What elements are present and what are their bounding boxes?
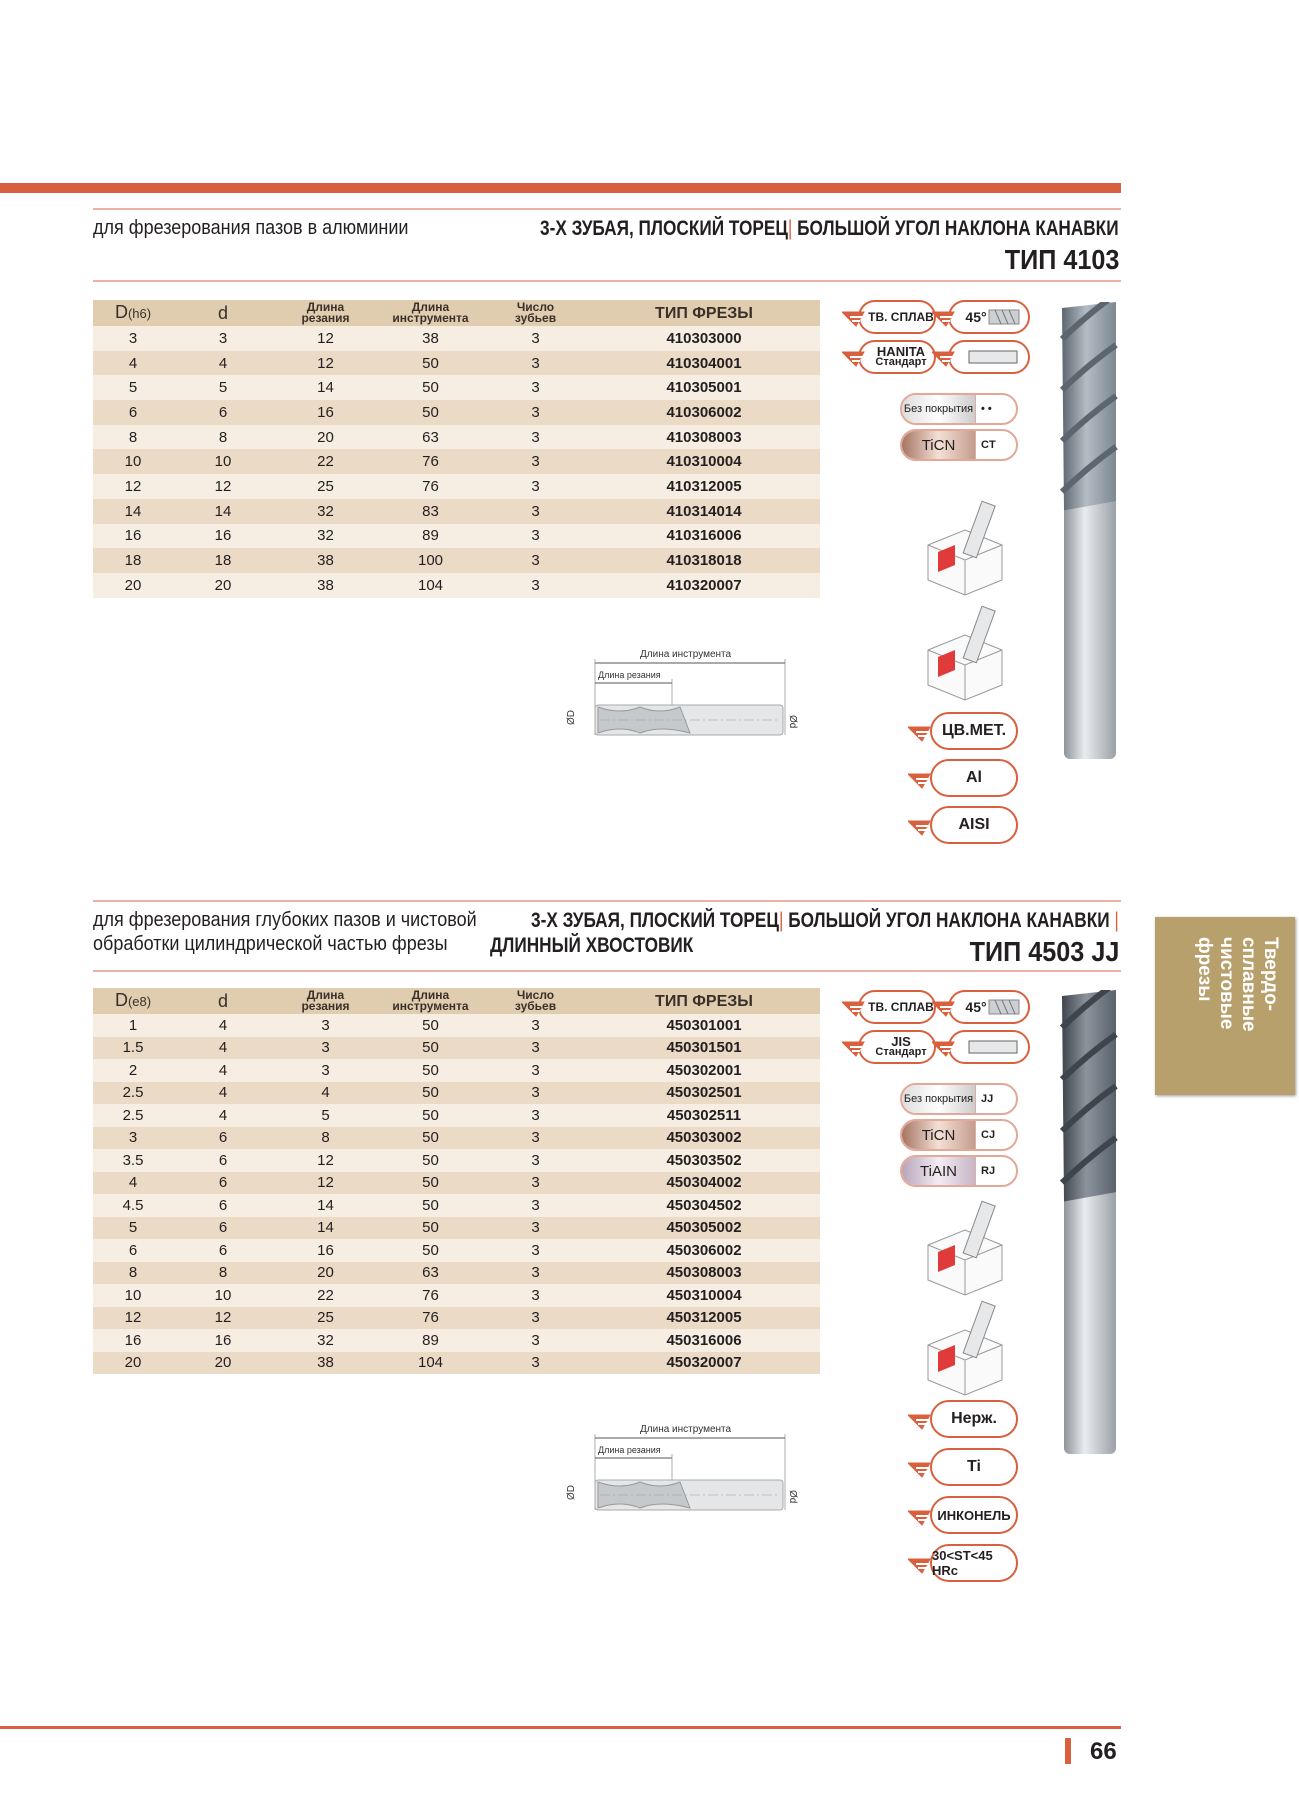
col-D: 5 [93,1217,173,1240]
col-code: 410312005 [588,474,820,499]
col-code: 410314014 [588,499,820,524]
col-flutes: 3 [483,1127,588,1150]
col-tool-length: 89 [378,1329,483,1352]
side-category-tab: Твердо- сплавные чистовые фрезы [1155,917,1295,1095]
table-row [93,1284,820,1307]
col-flutes: 3 [483,1014,588,1037]
col-flutes: 3 [483,1082,588,1105]
col-D: 10 [93,449,173,474]
col-tool-length: 104 [378,573,483,598]
col-cut-length: 25 [273,1307,378,1330]
end-mill-photo [1058,302,1120,765]
tool-dimension-diagram [560,645,830,745]
footer-line [0,1726,1121,1729]
col-tool-length: 50 [378,1082,483,1105]
col-cut-length: 16 [273,1239,378,1262]
col-D: 16 [93,524,173,549]
col-code: 450301001 [588,1014,820,1037]
col-cut-length: 32 [273,1329,378,1352]
col-code: 450308003 [588,1262,820,1285]
coating-badge: TiCN CT [900,429,1018,461]
col-d: 6 [173,1172,273,1195]
col-D: 6 [93,1239,173,1262]
col-code: 410306002 [588,400,820,425]
coating-badge: TiCN CJ [900,1119,1018,1151]
section2-type: ТИП 4503 JJ [969,936,1119,967]
col-d: 6 [173,1239,273,1262]
standard-badge: JIS Стандарт [858,1030,936,1064]
col-D: 6 [93,400,173,425]
col-d: 3 [173,326,273,351]
table-row [93,573,820,598]
col-D: 2.5 [93,1082,173,1105]
table-row [93,1014,820,1037]
table-row [93,351,820,376]
col-cut-length: 8 [273,1127,378,1150]
col-tool-length: 50 [378,1037,483,1060]
col-code: 410310004 [588,449,820,474]
col-code: 410308003 [588,425,820,450]
table-row [93,1329,820,1352]
col-tool-length: 76 [378,449,483,474]
col-d: 4 [173,1082,273,1105]
col-flutes: 3 [483,400,588,425]
col-flutes: 3 [483,1284,588,1307]
col-tool-length: 63 [378,1262,483,1285]
table-row [93,449,820,474]
coating-badge: Без покрытия • • [900,393,1018,425]
col-tool-length: 50 [378,1059,483,1082]
table-row [93,1149,820,1172]
col-flutes: 3 [483,1104,588,1127]
col-tool-length: 76 [378,1307,483,1330]
col-tool-length: 50 [378,1127,483,1150]
section1-type: ТИП 4103 [1004,244,1119,275]
col-D: 12 [93,1307,173,1330]
col-D: 4 [93,1172,173,1195]
table-row [93,1352,820,1375]
col-cut-length: 32 [273,524,378,549]
col-d: 4 [173,1104,273,1127]
col-D: 8 [93,1262,173,1285]
col-cut-length: 5 [273,1104,378,1127]
col-flutes: 3 [483,351,588,376]
table-row [93,474,820,499]
col-cut-length: 22 [273,449,378,474]
col-cut-length: 32 [273,499,378,524]
table-row [93,375,820,400]
application-badge: 30<ST<45 HRc [930,1544,1018,1582]
col-flutes: 3 [483,548,588,573]
col-D: 4.5 [93,1194,173,1217]
col-flutes: 3 [483,1194,588,1217]
col-tool-length: 76 [378,474,483,499]
table-row [93,425,820,450]
col-d: 20 [173,573,273,598]
table-row [93,524,820,549]
top-accent-bar [0,183,1121,193]
helix-angle-badge: 45° [948,990,1030,1024]
col-d: 4 [173,1037,273,1060]
helix-icon [987,307,1021,327]
col-D: 2.5 [93,1104,173,1127]
total-length-label: Длина инструмента [640,1424,732,1435]
col-tool-length: 50 [378,1194,483,1217]
col-D: 2 [93,1059,173,1082]
page-marker [1065,1738,1071,1764]
col-cut-length: 16 [273,400,378,425]
col-D: 3 [93,326,173,351]
col-code: 410316006 [588,524,820,549]
slot-machining-illustration-icon [920,1200,1010,1300]
col-cut-length: 38 [273,548,378,573]
col-cut-length: 25 [273,474,378,499]
col-code: 450303502 [588,1149,820,1172]
slot-machining-illustration-icon [920,500,1010,600]
col-tool-length: 50 [378,1217,483,1240]
col-flutes: 3 [483,1307,588,1330]
application-badge: ЦВ.МЕТ. [930,712,1018,750]
col-cut-length: 22 [273,1284,378,1307]
od-label: ØD [566,1485,577,1500]
col-tool-length: 50 [378,1172,483,1195]
col-flutes: 3 [483,1262,588,1285]
material-badge: ТВ. СПЛАВ [858,300,936,334]
col-D: 18 [93,548,173,573]
d-label: Ød [787,1490,798,1504]
table-row [93,548,820,573]
col-cut-length: 12 [273,326,378,351]
table-header-row: D(e8) d Длина резания Длина инструмента Число зубьев ТИП ФРЕЗЫ [93,988,820,1014]
col-d: 4 [173,1059,273,1082]
col-d: 4 [173,1014,273,1037]
col-code: 450316006 [588,1329,820,1352]
col-tool-length: 38 [378,326,483,351]
table-row [93,1172,820,1195]
straight-shank-icon [967,1039,1019,1055]
col-flutes: 3 [483,326,588,351]
col-flutes: 3 [483,573,588,598]
table-row [93,1239,820,1262]
col-tool-length: 50 [378,400,483,425]
table-row [93,1262,820,1285]
col-d: 18 [173,548,273,573]
col-flutes: 3 [483,524,588,549]
divider [93,280,1121,282]
col-tool-length: 76 [378,1284,483,1307]
cut-length-label: Длина резания [598,1445,661,1455]
col-flutes: 3 [483,1059,588,1082]
col-cut-length: 12 [273,1149,378,1172]
col-d: 16 [173,1329,273,1352]
col-d: 5 [173,375,273,400]
col-cut-length: 38 [273,573,378,598]
col-D: 8 [93,425,173,450]
col-tool-length: 100 [378,548,483,573]
od-label: ØD [566,710,577,725]
col-cut-length: 14 [273,375,378,400]
col-code: 450303002 [588,1127,820,1150]
col-D: 20 [93,573,173,598]
coating-badge: Без покрытия JJ [900,1083,1018,1115]
col-d: 6 [173,1217,273,1240]
col-d: 12 [173,1307,273,1330]
col-tool-length: 89 [378,524,483,549]
section2-title: 3-Х ЗУБАЯ, ПЛОСКИЙ ТОРЕЦ| БОЛЬШОЙ УГОЛ НАКЛОНА КАНАВКИ | [531,909,1119,932]
application-badge: Ti [930,1448,1018,1486]
table-row [93,1127,820,1150]
col-tool-length: 63 [378,425,483,450]
col-d: 6 [173,400,273,425]
section2-subtitle-line1: для фрезерования глубоких пазов и чистовой [93,909,477,931]
col-cut-length: 14 [273,1194,378,1217]
col-d: 6 [173,1194,273,1217]
application-badge: AISI [930,806,1018,844]
table-header-row: D(h6) d Длина резания Длина инструмента Число зубьев ТИП ФРЕЗЫ [93,300,820,326]
shank-badge [948,1030,1030,1064]
table-row [93,326,820,351]
col-d: 8 [173,1262,273,1285]
col-cut-length: 3 [273,1014,378,1037]
col-cut-length: 3 [273,1037,378,1060]
table-row [93,1194,820,1217]
col-code: 450320007 [588,1352,820,1375]
col-flutes: 3 [483,1352,588,1375]
shank-badge [948,340,1030,374]
col-tool-length: 104 [378,1352,483,1375]
section1-table [93,300,820,598]
col-code: 410305001 [588,375,820,400]
col-tool-length: 50 [378,375,483,400]
col-D: 10 [93,1284,173,1307]
table-row [93,1037,820,1060]
col-flutes: 3 [483,1172,588,1195]
col-d: 10 [173,1284,273,1307]
standard-badge: HANITA Стандарт [858,340,936,374]
divider [93,970,1121,972]
material-badge: ТВ. СПЛАВ [858,990,936,1024]
col-flutes: 3 [483,1149,588,1172]
col-d: 6 [173,1127,273,1150]
application-badge: ИНКОНЕЛЬ [930,1496,1018,1534]
col-code: 450302511 [588,1104,820,1127]
col-cut-length: 14 [273,1217,378,1240]
col-cut-length: 12 [273,351,378,376]
col-D: 16 [93,1329,173,1352]
table-row [93,1307,820,1330]
col-tool-length: 50 [378,1104,483,1127]
col-flutes: 3 [483,1037,588,1060]
col-cut-length: 4 [273,1082,378,1105]
table-row [93,1082,820,1105]
col-flutes: 3 [483,375,588,400]
col-d: 4 [173,351,273,376]
table-row [93,1217,820,1240]
col-code: 450302501 [588,1082,820,1105]
col-code: 450304002 [588,1172,820,1195]
section1-subtitle: для фрезерования пазов в алюминии [93,217,409,239]
col-d: 12 [173,474,273,499]
col-cut-length: 3 [273,1059,378,1082]
col-flutes: 3 [483,499,588,524]
col-code: 450304502 [588,1194,820,1217]
col-flutes: 3 [483,474,588,499]
col-code: 450312005 [588,1307,820,1330]
col-d: 20 [173,1352,273,1375]
section2-table [93,988,820,1374]
total-length-label: Длина инструмента [640,649,732,660]
col-D: 5 [93,375,173,400]
application-badge: Нерж. [930,1400,1018,1438]
section2-subtitle-line2: обработки цилиндрической частью фрезы [93,933,448,955]
col-flutes: 3 [483,1239,588,1262]
col-flutes: 3 [483,1217,588,1240]
tool-dimension-diagram [560,1420,830,1520]
col-d: 16 [173,524,273,549]
side-machining-illustration-icon [920,605,1010,705]
coating-badge: TiAIN RJ [900,1155,1018,1187]
col-flutes: 3 [483,1329,588,1352]
col-code: 410304001 [588,351,820,376]
straight-shank-icon [967,349,1019,365]
col-cut-length: 12 [273,1172,378,1195]
table-row [93,1104,820,1127]
col-tool-length: 83 [378,499,483,524]
col-d: 8 [173,425,273,450]
side-machining-illustration-icon [920,1300,1010,1400]
col-d: 6 [173,1149,273,1172]
divider [93,900,1121,902]
col-tool-length: 50 [378,1149,483,1172]
col-D: 14 [93,499,173,524]
col-D: 20 [93,1352,173,1375]
col-code: 450305002 [588,1217,820,1240]
col-code: 410320007 [588,573,820,598]
col-d: 14 [173,499,273,524]
col-flutes: 3 [483,449,588,474]
col-cut-length: 38 [273,1352,378,1375]
col-code: 450306002 [588,1239,820,1262]
application-badge: Al [930,759,1018,797]
table-row [93,1059,820,1082]
col-code: 410303000 [588,326,820,351]
col-flutes: 3 [483,425,588,450]
col-cut-length: 20 [273,1262,378,1285]
col-D: 1.5 [93,1037,173,1060]
col-D: 3 [93,1127,173,1150]
col-code: 450302001 [588,1059,820,1082]
section2-title-line2: ДЛИННЫЙ ХВОСТОВИК [490,934,694,957]
table-row [93,499,820,524]
col-tool-length: 50 [378,1239,483,1262]
end-mill-photo [1058,990,1120,1460]
col-code: 410318018 [588,548,820,573]
col-code: 450310004 [588,1284,820,1307]
helix-icon [987,997,1021,1017]
col-D: 1 [93,1014,173,1037]
col-tool-length: 50 [378,351,483,376]
col-D: 3.5 [93,1149,173,1172]
section1-title: 3-Х ЗУБАЯ, ПЛОСКИЙ ТОРЕЦ| БОЛЬШОЙ УГОЛ НАКЛОНА КАНАВКИ [540,217,1119,240]
col-D: 12 [93,474,173,499]
col-cut-length: 20 [273,425,378,450]
cut-length-label: Длина резания [598,670,661,680]
table-row [93,400,820,425]
col-d: 10 [173,449,273,474]
col-code: 450301501 [588,1037,820,1060]
d-label: Ød [787,715,798,729]
helix-angle-badge: 45° [948,300,1030,334]
page-number: 66 [1090,1738,1117,1765]
col-tool-length: 50 [378,1014,483,1037]
col-D: 4 [93,351,173,376]
divider [93,208,1121,210]
